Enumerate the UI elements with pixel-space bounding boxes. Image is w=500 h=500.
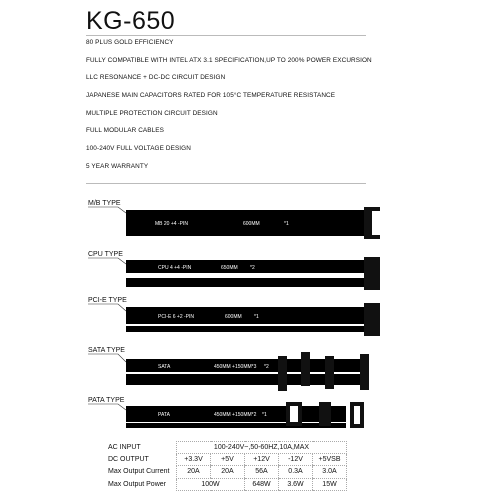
- spec-row-max-power: [108, 478, 347, 490]
- callout-line: [88, 404, 126, 410]
- cable-type-label: PATA TYPE: [88, 397, 125, 404]
- feature-item: JAPANESE MAIN CAPACITORS RATED FOR 105°C TEMPERATURE RESISTANCE: [86, 92, 336, 100]
- cable-connector-label: SATA: [158, 364, 171, 370]
- spec-value: +5V: [211, 454, 245, 466]
- connector-plug: [364, 303, 380, 323]
- spec-row-ac-input: [108, 442, 347, 454]
- cable-connector-label: PCI-E 6 +2 -PIN: [158, 314, 194, 320]
- cable-cpu: [88, 251, 380, 290]
- connector-plug: [364, 257, 380, 277]
- feature-item: 5 YEAR WARRANTY: [86, 162, 149, 170]
- cable-qty: *1: [262, 412, 267, 418]
- spec-value: -12V: [279, 454, 313, 466]
- connector-plug: [278, 356, 287, 391]
- connector-plug: [364, 276, 380, 290]
- spec-row-dc-output: [108, 454, 347, 466]
- connector-plug: [301, 352, 310, 386]
- spec-label: DC OUTPUT: [108, 456, 149, 464]
- connector-pins: [354, 406, 360, 424]
- connector-plug: [364, 322, 380, 336]
- connector-plug: [325, 356, 334, 389]
- power-spec-table: [108, 441, 347, 491]
- spec-value: 3.6W: [279, 478, 313, 490]
- cable-pcie: [88, 297, 380, 336]
- connector-pins: [372, 211, 380, 235]
- product-title: KG-650: [86, 7, 176, 35]
- feature-item: FULL MODULAR CABLES: [86, 127, 165, 135]
- cable-qty: *1: [254, 314, 259, 320]
- feature-item: MULTIPLE PROTECTION CIRCUIT DESIGN: [86, 109, 218, 117]
- cable-qty: *1: [284, 221, 289, 227]
- cable-mb: [88, 200, 380, 239]
- spec-value: 100W: [177, 478, 245, 490]
- spec-value: +3.3V: [177, 454, 211, 466]
- cable-body: [126, 326, 364, 332]
- connector-plug: [319, 402, 331, 426]
- cable-pata: [88, 397, 364, 428]
- cable-type-label: SATA TYPE: [88, 347, 125, 354]
- cable-qty: *2: [250, 265, 255, 271]
- cable-type-label: CPU TYPE: [88, 251, 123, 258]
- spec-label: AC INPUT: [108, 444, 141, 452]
- cable-length: 600MM: [225, 314, 242, 320]
- callout-line: [88, 354, 126, 362]
- cable-length: 650MM: [221, 265, 238, 271]
- spec-label: Max Output Power: [108, 480, 166, 488]
- cable-sata: [88, 347, 369, 391]
- spec-value: 20A: [177, 466, 211, 478]
- connector-pins: [290, 406, 298, 422]
- spec-value: 648W: [245, 478, 279, 490]
- spec-value: +12V: [245, 454, 279, 466]
- feature-item: LLC RESONANCE + DC-DC CIRCUIT DESIGN: [86, 74, 226, 82]
- callout-line: [88, 304, 126, 311]
- cable-type-label: PCI-E TYPE: [88, 297, 127, 304]
- connector-plug: [360, 354, 369, 390]
- feature-item: 80 PLUS GOLD EFFICIENCY: [86, 39, 174, 46]
- feature-item: 100-240V FULL VOLTAGE DESIGN: [86, 145, 191, 153]
- spec-value: 15W: [313, 478, 347, 490]
- feature-item: FULLY COMPATIBLE WITH INTEL ATX 3.1 SPECIFICATION,UP TO 200% POWER EXCURSION: [86, 56, 372, 64]
- cable-qty: *2: [264, 364, 269, 370]
- cable-length: 600MM: [243, 221, 260, 227]
- spec-value: 56A: [245, 466, 279, 478]
- cable-length: 450MM +150MM*2: [214, 412, 257, 418]
- spec-value: 20A: [211, 466, 245, 478]
- cable-body: [126, 423, 346, 428]
- cable-type-label: M/B TYPE: [88, 200, 121, 207]
- cable-body: [126, 278, 366, 287]
- cable-length: 450MM +150MM*3: [214, 364, 257, 370]
- spec-value: 100-240V~,50-60HZ,10A,MAX: [177, 442, 347, 454]
- callout-line: [88, 207, 126, 213]
- spec-value: 3.0A: [313, 466, 347, 478]
- spec-row-max-current: [108, 466, 347, 478]
- spec-label: Max Output Current: [108, 468, 170, 476]
- callout-line: [88, 258, 126, 264]
- cable-connector-label: MB 20 +4 -PIN: [155, 221, 188, 227]
- cable-connector-label: PATA: [158, 412, 170, 418]
- spec-value: +5VSB: [313, 454, 347, 466]
- spec-value: 0.3A: [279, 466, 313, 478]
- cable-connector-label: CPU 4 +4 -PIN: [158, 265, 192, 271]
